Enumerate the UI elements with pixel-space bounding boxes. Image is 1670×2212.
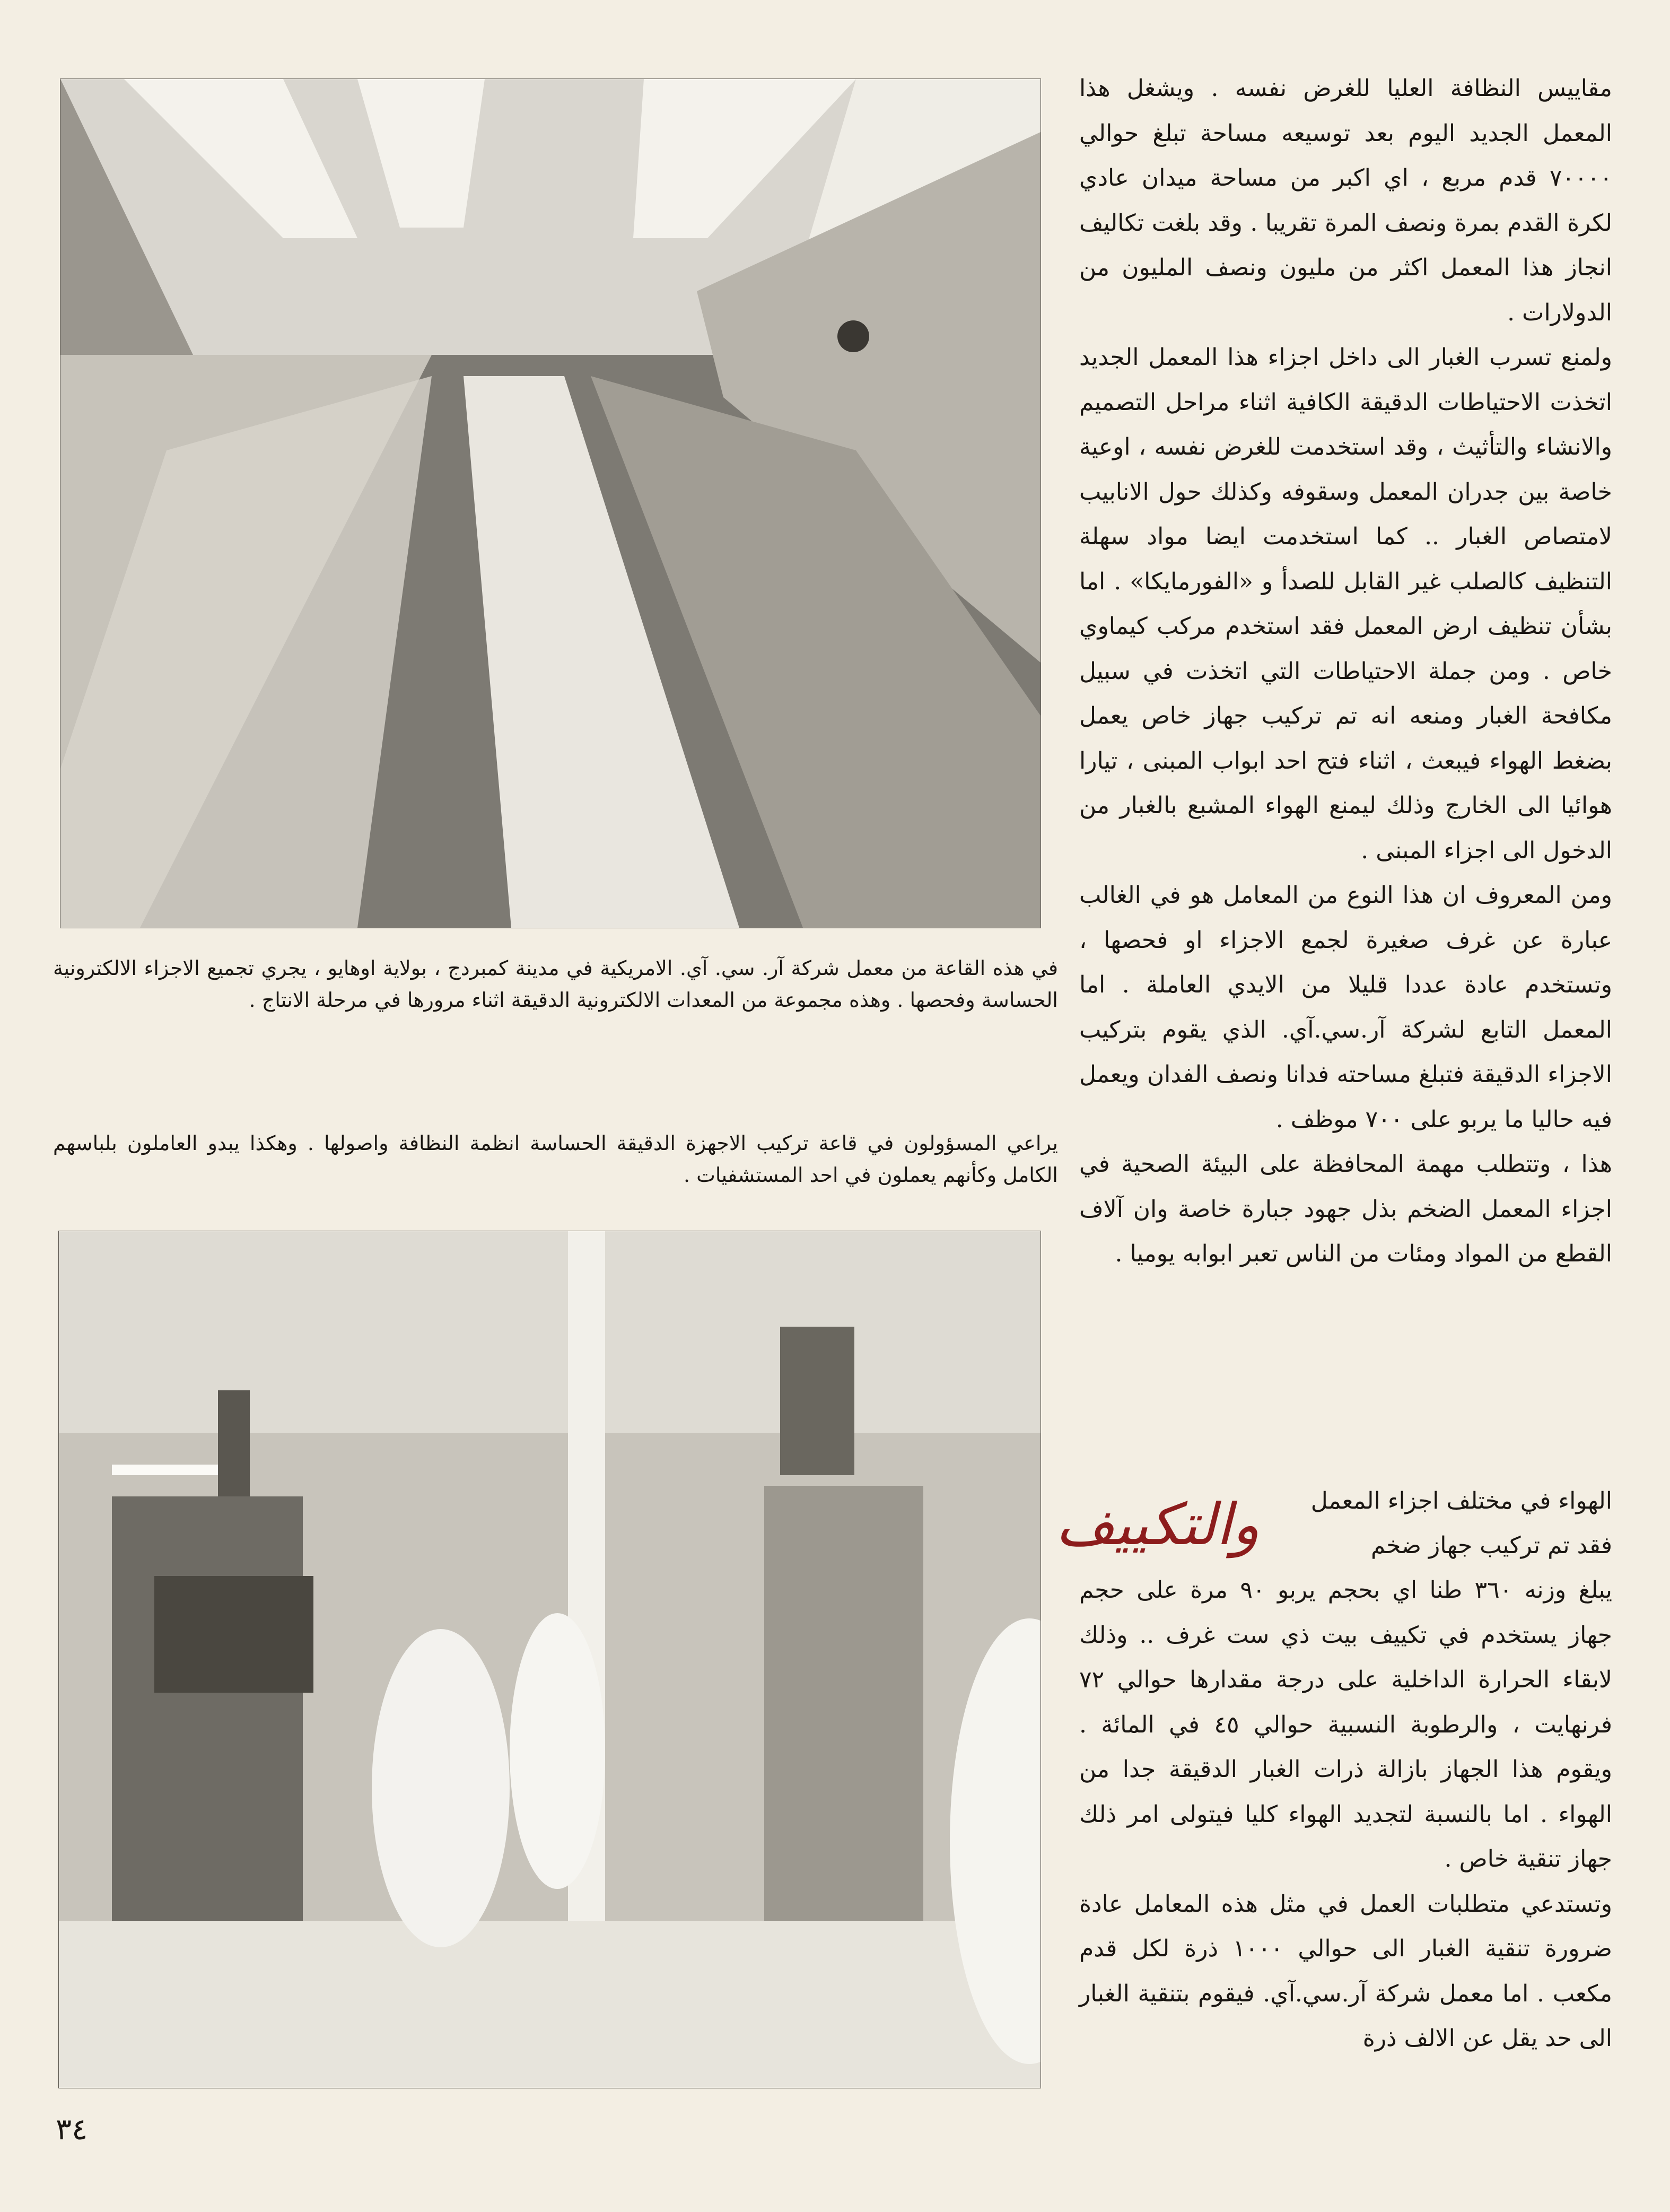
article-paragraph: مقاييس النظافة العليا للغرض نفسه . ويشغل هذا المعمل الجديد اليوم بعد توسيعه مساحة تبلغ حوالي ٧٠٠٠٠ قدم مربع ، اي اكبر من مساحة ميدان عادي لكرة القدم بمرة ونصف المرة تقريبا . وقد بلغت تكاليف انجاز هذا المعمل اكثر من مليون ونصف المليون من الدولارات . — [1079, 75, 1612, 326]
article-paragraph: وتستدعي متطلبات العمل في مثل هذه المعامل عادة ضرورة تنقية الغبار الى حوالي ١٠٠٠ ذرة لكل قدم مكعب . اما معمل شركة آر.سي.آي. فيقوم بتنقية الغبار الى حد يقل عن الالف ذرة — [1079, 1890, 1612, 2052]
article-paragraph: يبلغ وزنه ٣٦٠ طنا اي بحجم يربو ٩٠ مرة على حجم جهاز يستخدم في تكييف بيت ذي ست غرف .. وذلك لابقاء الحرارة الداخلية على درجة مقدارها حوالي ٧٢ فرنهايت ، والرطوبة النسبية حوالي ٤٥ في المائة . ويقوم هذا الجهاز بازالة ذرات الغبار الدقيقة جدا من الهواء . اما بالنسبة لتجديد الهواء كليا فيتولى امر ذلك جهاز تنقية خاص . — [1079, 1577, 1613, 1873]
photo1-caption: في هذه القاعة من معمل شركة آر. سي. آي. الامريكية في مدينة كمبردج ، بولاية اوهايو ، يجري تجميع الاجزاء الالكترونية الحساسة وفحصها . وهذه مجموعة من المعدات الالكترونية الدقيقة اثناء مرورها في مرحلة الانتاج . — [53, 956, 1058, 1012]
page-number: ٣٤ — [56, 2112, 88, 2147]
article-hanging-line: فقد تم تركيب جهاز ضخم — [1371, 1532, 1612, 1559]
article-paragraph: ولمنع تسرب الغبار الى داخل اجزاء هذا المعمل الجديد اتخذت الاحتياطات الدقيقة الكافية اثناء مراحل التصميم والانشاء والتأثيث ، وقد استخدمت للغرض نفسه ، اوعية خاصة بين جدران المعمل وسقوفه وكذلك حول الانابيب لامتصاص الغبار .. كما استخدمت ايضا مواد سهلة التنظيف كالصلب غير القابل للصدأ و «الفورمايكا» . اما بشأن تنظيف ارض المعمل فقد استخدم مركب كيماوي خاص . ومن جملة الاحتياطات التي اتخذت في سبيل مكافحة الغبار ومنعه انه تم تركيب جهاز خاص يعمل بضغط الهواء فيبعث ، اثناء فتح احد ابواب المبنى ، تيارا هوائيا الى الخارج وذلك ليمنع الهواء المشبع بالغبار من الدخول الى اجزاء المبنى . — [1079, 344, 1612, 864]
article-hanging-line: الهواء في مختلف اجزاء المعمل — [1310, 1487, 1612, 1514]
assembly-hall-photo — [60, 79, 1041, 928]
article-column-bottom — [1079, 1568, 1612, 2061]
article-paragraph: هذا ، وتتطلب مهمة المحافظة على البيئة الصحية في اجزاء المعمل الضخم بذل جهود جبارة خاصة وان آلاف القطع من المواد ومئات من الناس تعبر ابوابه يوميا . — [1079, 1151, 1612, 1267]
section-heading-decorative: والتكييف — [1055, 1492, 1260, 1558]
cleanroom-workers-photo — [58, 1231, 1041, 2088]
photo2-caption: يراعي المسؤولون في قاعة تركيب الاجهزة الدقيقة الحساسة انظمة النظافة واصولها . وهكذا يبدو العاملون بلباسهم الكامل وكأنهم يعملون في احد المستشفيات . — [53, 1131, 1058, 1187]
article-column-top — [1079, 66, 1612, 1277]
article-paragraph: ومن المعروف ان هذا النوع من المعامل هو في الغالب عبارة عن غرف صغيرة لجمع الاجزاء او فحصها ، وتستخدم عادة عددا قليلا من الايدي العاملة . اما المعمل التابع لشركة آر.سي.آي. الذي يقوم بتركيب الاجزاء الدقيقة فتبلغ مساحته فدانا ونصف الفدان ويعمل فيه حاليا ما يربو على ٧٠٠ موظف . — [1079, 882, 1612, 1133]
